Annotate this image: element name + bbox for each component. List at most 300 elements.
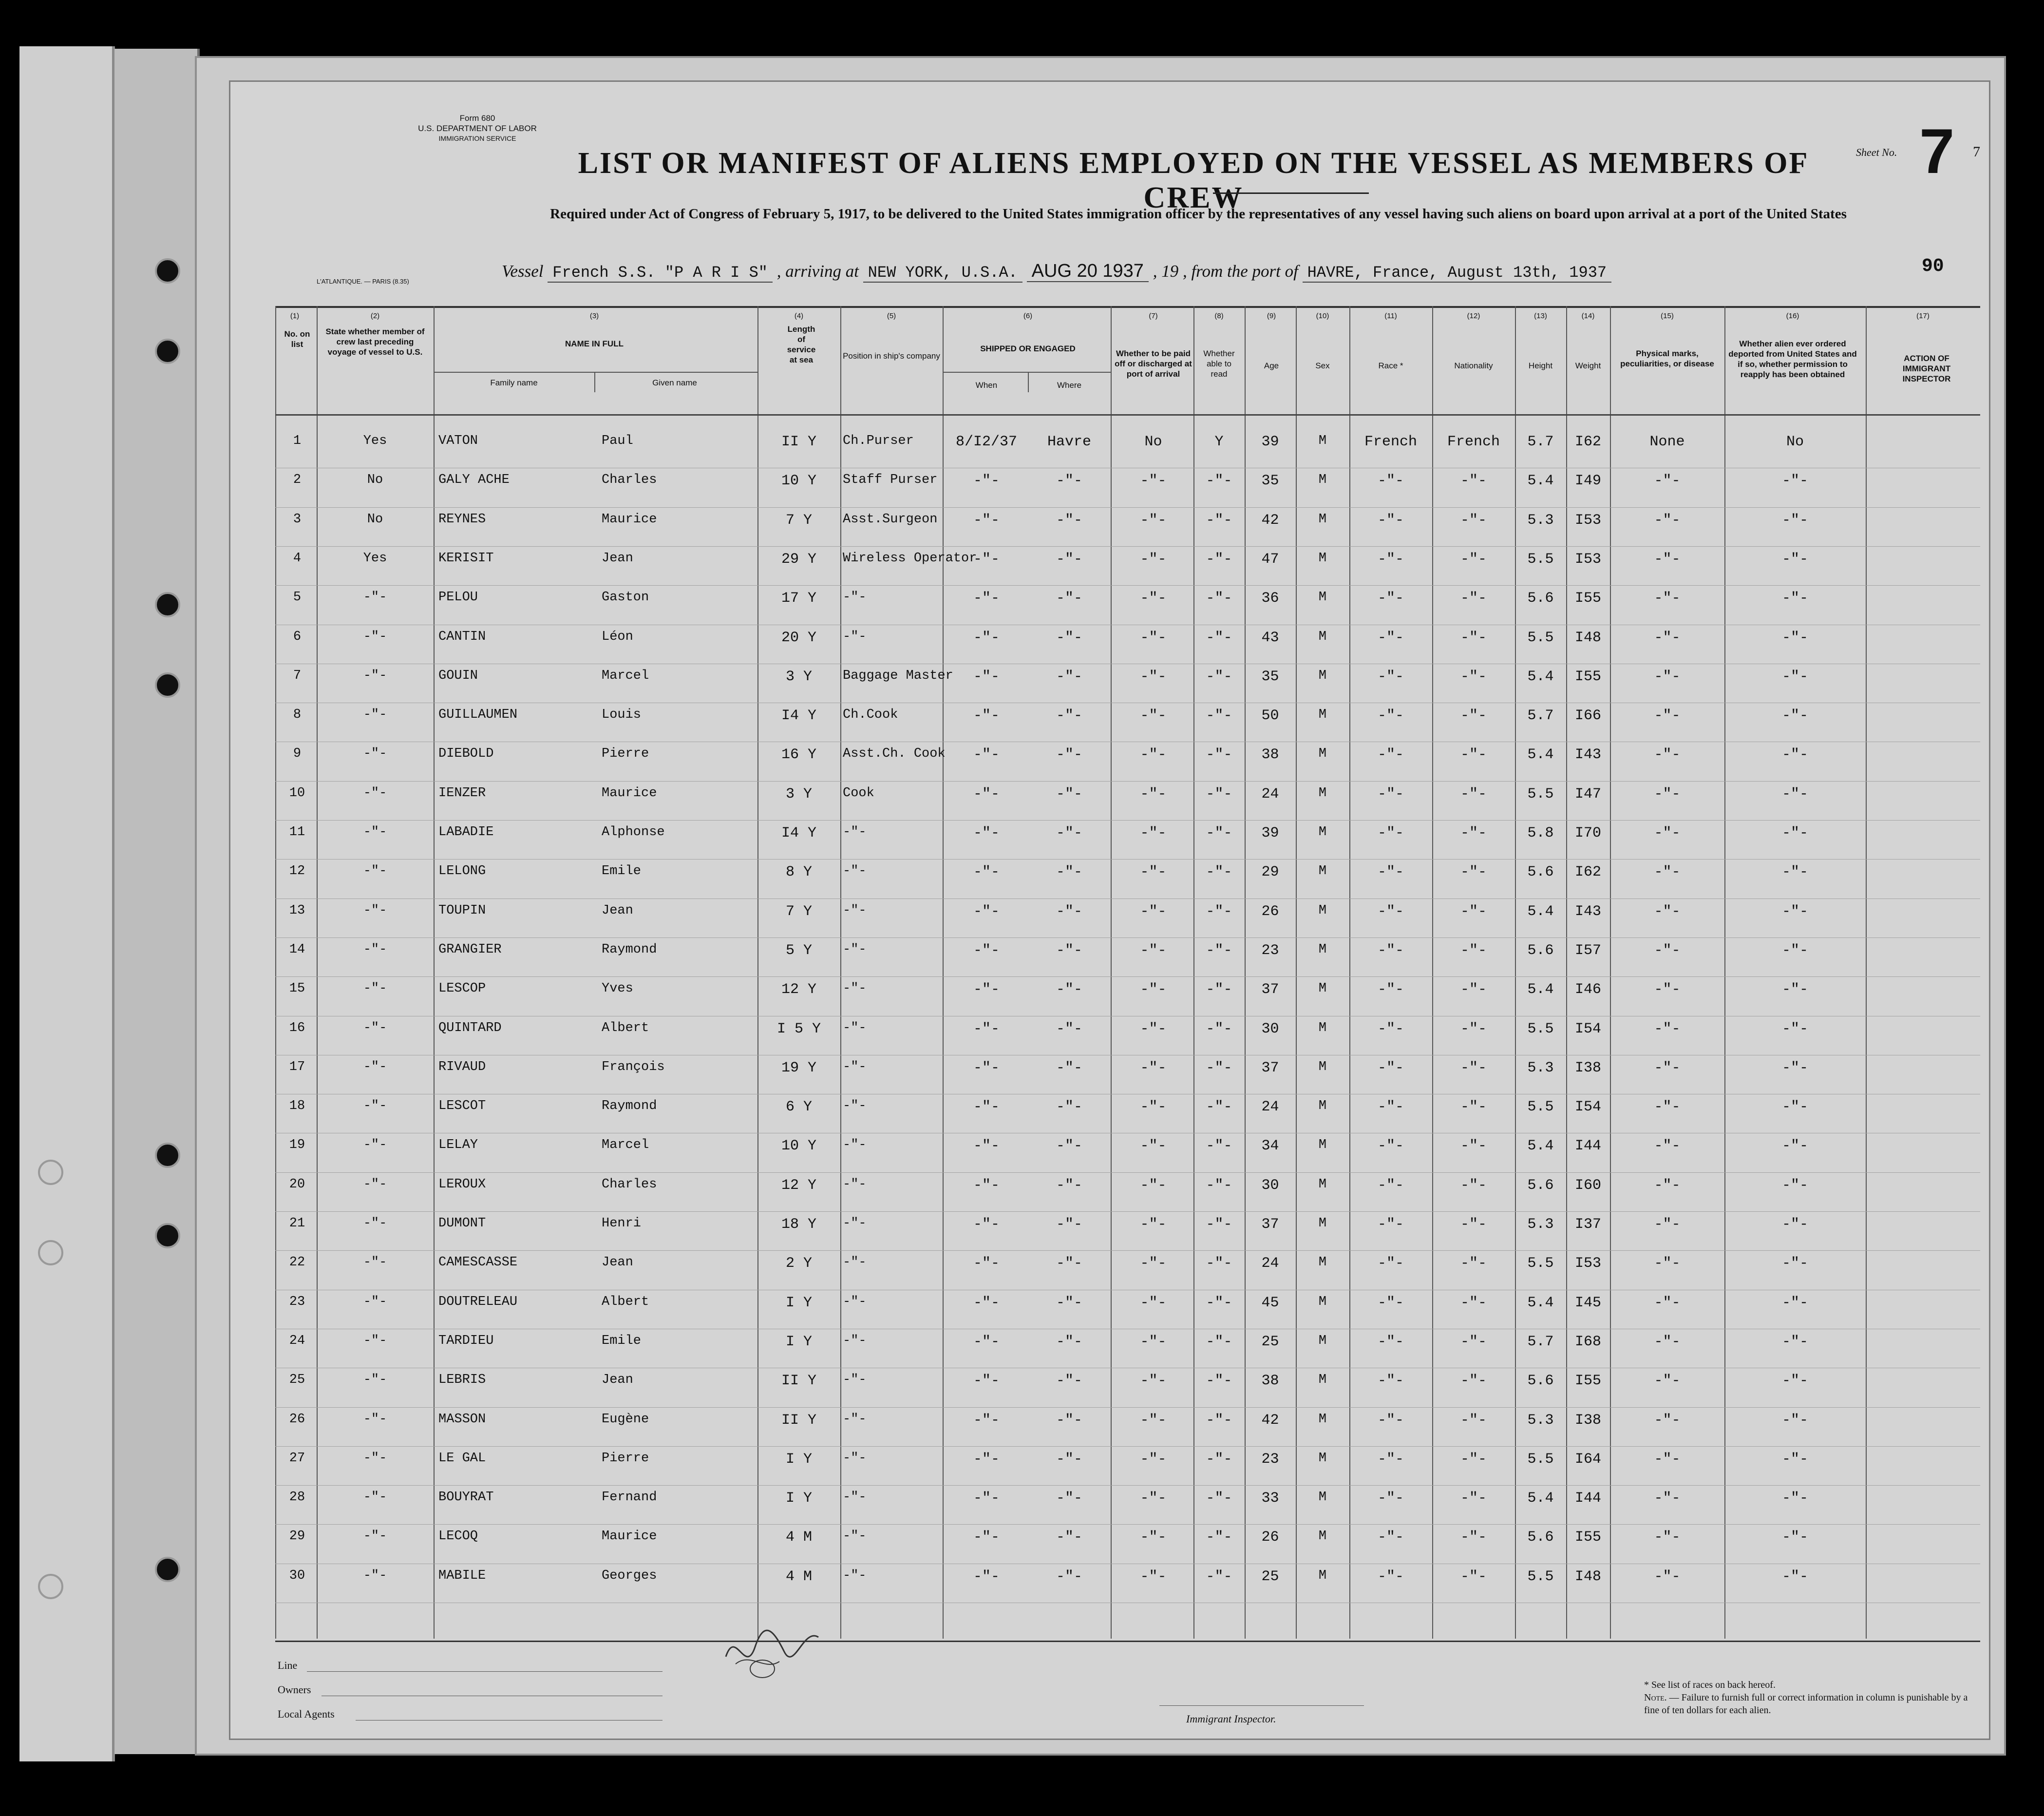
cell-when: -"- (973, 1294, 1000, 1311)
cell-when: -"- (973, 1373, 1000, 1390)
cell-prev: -"- (363, 1333, 387, 1348)
cell-nat: -"- (1460, 1099, 1487, 1116)
printer-mark: L'ATLANTIQUE. — PARIS (8.35) (317, 278, 409, 285)
cell-height: 5.4 (1527, 1294, 1554, 1311)
cell-deported: -"- (1781, 1255, 1808, 1272)
cell-where: -"- (1056, 1099, 1082, 1116)
cell-read: -"- (1206, 1216, 1232, 1233)
cell-weight: I62 (1574, 434, 1601, 450)
cell-prev: -"- (363, 746, 387, 762)
cell-where: -"- (1056, 981, 1082, 998)
corner-number: 90 (1922, 256, 1944, 277)
table-row (0, 1446, 2044, 1485)
cell-family: GOUIN (438, 668, 478, 683)
cell-sex: M (1318, 1216, 1327, 1231)
cell-given: Charles (602, 473, 657, 488)
cell-sex: M (1318, 1529, 1327, 1544)
cell-family: VATON (438, 434, 478, 448)
table-row (0, 1407, 2044, 1446)
form-identifier (390, 113, 565, 144)
cell-age: 39 (1261, 825, 1279, 841)
cell-when: -"- (973, 668, 1000, 685)
table-row (0, 1016, 2044, 1055)
cell-height: 5.6 (1527, 942, 1554, 959)
cell-paid: -"- (1140, 1059, 1167, 1076)
cell-height: 5.5 (1527, 1099, 1554, 1116)
family-name-header: Family name (490, 378, 538, 387)
cell-paid: -"- (1140, 707, 1167, 725)
from-port: HAVRE, France, August 13th, 1937 (1303, 264, 1612, 283)
cell-sex: M (1318, 512, 1327, 527)
cell-prev: Yes (363, 551, 387, 566)
cell-family: LESCOT (438, 1099, 486, 1114)
table-row (0, 1172, 2044, 1211)
cell-age: 24 (1261, 1255, 1279, 1272)
cell-weight: I55 (1574, 590, 1601, 607)
cell-sex: M (1318, 1138, 1327, 1153)
cell-read: -"- (1206, 473, 1232, 490)
cell-nat: -"- (1460, 1412, 1487, 1429)
table-row (0, 898, 2044, 937)
cell-prev: -"- (363, 785, 387, 801)
cell-paid: -"- (1140, 903, 1167, 920)
cell-race: -"- (1377, 473, 1404, 490)
cell-sex: M (1318, 1451, 1327, 1466)
cell-deported: -"- (1781, 942, 1808, 959)
cell-nat: -"- (1460, 1216, 1487, 1233)
cell-paid: -"- (1140, 864, 1167, 881)
row-divider (943, 372, 1111, 373)
cell-height: 5.5 (1527, 551, 1554, 568)
note-label: Note. (1644, 1692, 1667, 1703)
col10-number: (10) (1316, 312, 1329, 320)
cell-where: -"- (1056, 1451, 1082, 1468)
cell-weight: I68 (1574, 1333, 1601, 1350)
cell-height: 5.4 (1527, 473, 1554, 490)
cell-prev: -"- (363, 1373, 387, 1388)
cell-paid: -"- (1140, 746, 1167, 764)
col16-header: Whether alien ever ordered deported from United States and if so, whether permission to reapply has been obtained (1728, 339, 1857, 379)
cell-where: -"- (1056, 707, 1082, 725)
title-underline (1213, 192, 1369, 194)
cell-service: 6 Y (785, 1099, 812, 1116)
cell-marks: -"- (1654, 1373, 1681, 1390)
cell-no: 7 (293, 668, 302, 683)
cell-nat: -"- (1460, 1490, 1487, 1507)
cell-prev: -"- (363, 629, 387, 644)
cell-read: -"- (1206, 942, 1232, 959)
cell-where: -"- (1056, 1373, 1082, 1390)
cell-sex: M (1318, 942, 1327, 957)
cell-when: 8/I2/37 (955, 434, 1018, 450)
cell-no: 6 (293, 629, 302, 644)
cell-weight: I43 (1574, 746, 1601, 764)
cell-paid: -"- (1140, 1138, 1167, 1155)
cell-paid: -"- (1140, 942, 1167, 959)
cell-deported: -"- (1781, 1333, 1808, 1350)
cell-no: 22 (289, 1255, 305, 1270)
cell-marks: -"- (1654, 473, 1681, 490)
cell-nat: -"- (1460, 1333, 1487, 1350)
cell-no: 13 (289, 903, 305, 918)
table-row (0, 742, 2044, 781)
col9-header: Age (1264, 361, 1279, 370)
cell-service: 10 Y (781, 1138, 816, 1155)
cell-race: French (1364, 434, 1418, 450)
cell-when: -"- (973, 512, 1000, 529)
cell-deported: -"- (1781, 1568, 1808, 1585)
cell-service: 16 Y (781, 746, 816, 764)
cell-marks: -"- (1654, 864, 1681, 881)
sheet-number: 7 (1919, 115, 1955, 187)
cell-race: -"- (1377, 1059, 1404, 1076)
cell-age: 35 (1261, 668, 1279, 685)
cell-no: 20 (289, 1177, 305, 1192)
cell-height: 5.4 (1527, 903, 1554, 920)
cell-age: 38 (1261, 1373, 1279, 1390)
date-stamp: AUG 20 1937 (1027, 261, 1149, 282)
cell-height: 5.5 (1527, 1568, 1554, 1585)
cell-no: 9 (293, 746, 302, 762)
cell-weight: I53 (1574, 512, 1601, 529)
cell-age: 39 (1261, 434, 1279, 450)
cell-deported: -"- (1781, 903, 1808, 920)
cell-paid: -"- (1140, 629, 1167, 646)
cell-weight: I44 (1574, 1138, 1601, 1155)
cell-marks: -"- (1654, 1059, 1681, 1076)
cell-height: 5.5 (1527, 1255, 1554, 1272)
line-field[interactable] (307, 1671, 662, 1672)
cell-where: -"- (1056, 1333, 1082, 1350)
cell-given: Emile (602, 1333, 642, 1348)
cell-read: -"- (1206, 1138, 1232, 1155)
cell-deported: -"- (1781, 746, 1808, 764)
cell-position: -"- (843, 825, 867, 840)
cell-family: PELOU (438, 590, 478, 605)
cell-no: 1 (293, 434, 302, 448)
inspector-signature-line[interactable] (1159, 1705, 1364, 1706)
cell-read: -"- (1206, 1294, 1232, 1311)
cell-deported: -"- (1781, 1294, 1808, 1311)
cell-height: 5.7 (1527, 1333, 1554, 1350)
cell-race: -"- (1377, 707, 1404, 725)
cell-weight: I47 (1574, 785, 1601, 803)
cell-race: -"- (1377, 1294, 1404, 1311)
col15-number: (15) (1661, 312, 1674, 320)
cell-prev: Yes (363, 434, 387, 448)
table-row (0, 976, 2044, 1015)
cell-paid: -"- (1140, 1373, 1167, 1390)
cell-marks: -"- (1654, 942, 1681, 959)
cell-position: -"- (843, 1177, 867, 1192)
cell-family: DUMONT (438, 1216, 486, 1231)
cell-race: -"- (1377, 1490, 1404, 1507)
local-agents-label: Local Agents (278, 1708, 335, 1720)
cell-prev: -"- (363, 1059, 387, 1074)
cell-height: 5.7 (1527, 707, 1554, 725)
col1-number: (1) (290, 312, 300, 320)
cell-nat: -"- (1460, 746, 1487, 764)
cell-family: TARDIEU (438, 1333, 494, 1348)
cell-age: 30 (1261, 1177, 1279, 1194)
cell-when: -"- (973, 1529, 1000, 1546)
cell-age: 36 (1261, 590, 1279, 607)
cell-paid: -"- (1140, 1099, 1167, 1116)
cell-where: -"- (1056, 1490, 1082, 1507)
arriving-label: , arriving at (776, 262, 859, 281)
cell-paid: -"- (1140, 668, 1167, 685)
cell-position: Asst.Surgeon (843, 512, 938, 527)
col13-number: (13) (1534, 312, 1547, 320)
cell-when: -"- (973, 825, 1000, 841)
page-title: LIST OR MANIFEST OF ALIENS EMPLOYED ON THE VESSEL AS MEMBERS OF CREW (578, 147, 1809, 214)
cell-nat: -"- (1460, 668, 1487, 685)
cell-height: 5.6 (1527, 1529, 1554, 1546)
cell-family: RIVAUD (438, 1059, 486, 1074)
cell-given: Pierre (602, 1451, 649, 1466)
cell-position: Baggage Master (843, 668, 953, 683)
cell-family: CANTIN (438, 629, 486, 644)
cell-when: -"- (973, 1099, 1000, 1116)
cell-no: 11 (289, 825, 305, 840)
cell-marks: -"- (1654, 1529, 1681, 1546)
cell-nat: -"- (1460, 1529, 1487, 1546)
cell-sex: M (1318, 746, 1327, 762)
cell-paid: -"- (1140, 1490, 1167, 1507)
cell-race: -"- (1377, 1333, 1404, 1350)
cell-age: 37 (1261, 1216, 1279, 1233)
cell-no: 24 (289, 1333, 305, 1348)
cell-given: Jean (602, 1373, 633, 1388)
cell-sex: M (1318, 1373, 1327, 1388)
cell-position: -"- (843, 1529, 867, 1544)
cell-paid: -"- (1140, 981, 1167, 998)
cell-sex: M (1318, 434, 1327, 448)
col5-header: Position in ship's company (843, 351, 940, 361)
cell-no: 2 (293, 473, 302, 488)
cell-marks: -"- (1654, 746, 1681, 764)
cell-no: 17 (289, 1059, 305, 1074)
cell-service: II Y (781, 1412, 816, 1429)
cell-family: LELAY (438, 1138, 478, 1153)
cell-family: LECOQ (438, 1529, 478, 1544)
table-row (0, 468, 2044, 507)
cell-service: 7 Y (785, 903, 812, 920)
cell-deported: -"- (1781, 1020, 1808, 1037)
cell-prev: -"- (363, 1529, 387, 1544)
cell-marks: -"- (1654, 981, 1681, 998)
cell-prev: No (367, 473, 383, 488)
cell-where: -"- (1056, 473, 1082, 490)
cell-age: 26 (1261, 1529, 1279, 1546)
cell-prev: -"- (363, 1138, 387, 1153)
col8-header: Whether able to read (1203, 349, 1235, 379)
cell-given: Eugène (602, 1412, 649, 1427)
inspector-label: Immigrant Inspector. (1186, 1713, 1276, 1725)
cell-service: 3 Y (785, 785, 812, 803)
table-row (0, 703, 2044, 742)
cell-sex: M (1318, 1099, 1327, 1114)
cell-where: -"- (1056, 1020, 1082, 1037)
cell-given: Maurice (602, 512, 657, 527)
cell-height: 5.5 (1527, 629, 1554, 646)
cell-race: -"- (1377, 864, 1404, 881)
owners-label: Owners (278, 1683, 311, 1696)
cell-paid: -"- (1140, 1216, 1167, 1233)
cell-marks: -"- (1654, 1177, 1681, 1194)
cell-position: Cook (843, 785, 874, 801)
cell-given: Albert (602, 1294, 649, 1309)
where-header: Where (1057, 381, 1082, 390)
cell-marks: -"- (1654, 590, 1681, 607)
cell-service: 12 Y (781, 1177, 816, 1194)
cell-height: 5.6 (1527, 1373, 1554, 1390)
cell-marks: -"- (1654, 512, 1681, 529)
cell-nat: -"- (1460, 1255, 1487, 1272)
col17-number: (17) (1916, 312, 1930, 320)
cell-race: -"- (1377, 746, 1404, 764)
cell-prev: -"- (363, 1255, 387, 1270)
cell-position: -"- (843, 1099, 867, 1114)
cell-marks: -"- (1654, 1412, 1681, 1429)
cell-family: LELONG (438, 864, 486, 879)
cell-race: -"- (1377, 629, 1404, 646)
cell-race: -"- (1377, 1373, 1404, 1390)
cell-age: 35 (1261, 473, 1279, 490)
cell-nat: -"- (1460, 551, 1487, 568)
cell-read: -"- (1206, 1059, 1232, 1076)
cell-paid: -"- (1140, 1412, 1167, 1429)
table-row (0, 1250, 2044, 1289)
cell-family: BOUYRAT (438, 1490, 494, 1505)
cell-race: -"- (1377, 981, 1404, 998)
cell-given: Jean (602, 903, 633, 918)
cell-paid: -"- (1140, 1294, 1167, 1311)
cell-service: 7 Y (785, 512, 812, 529)
cell-read: -"- (1206, 1099, 1232, 1116)
cell-age: 50 (1261, 707, 1279, 725)
cell-given: Louis (602, 707, 642, 723)
cell-nat: French (1447, 434, 1500, 450)
table-row (0, 1564, 2044, 1603)
cell-marks: -"- (1654, 1216, 1681, 1233)
col2-number: (2) (370, 312, 380, 320)
cell-service: 18 Y (781, 1216, 816, 1233)
cell-paid: -"- (1140, 590, 1167, 607)
col1-header: No. on list (284, 329, 310, 349)
table-row (0, 1133, 2044, 1172)
binder-hole (155, 339, 180, 364)
cell-height: 5.4 (1527, 1138, 1554, 1155)
cell-marks: -"- (1654, 1333, 1681, 1350)
cell-when: -"- (973, 1059, 1000, 1076)
cell-when: -"- (973, 707, 1000, 725)
cell-service: 29 Y (781, 551, 816, 568)
cell-weight: I60 (1574, 1177, 1601, 1194)
cell-prev: -"- (363, 903, 387, 918)
cell-family: IENZER (438, 785, 486, 801)
cell-prev: -"- (363, 942, 387, 957)
cell-service: I Y (785, 1294, 812, 1311)
cell-where: -"- (1056, 590, 1082, 607)
cell-position: Ch.Purser (843, 434, 914, 448)
cell-weight: I54 (1574, 1099, 1601, 1116)
cell-weight: I38 (1574, 1412, 1601, 1429)
cell-height: 5.6 (1527, 864, 1554, 881)
cell-marks: -"- (1654, 1490, 1681, 1507)
cell-no: 23 (289, 1294, 305, 1309)
table-row (0, 507, 2044, 546)
cell-age: 23 (1261, 942, 1279, 959)
cell-service: I Y (785, 1490, 812, 1507)
cell-sex: M (1318, 1568, 1327, 1583)
binder-hole (155, 258, 180, 284)
cell-position: -"- (843, 1490, 867, 1505)
col2-header: State whether member of crew last preceding voyage of vessel to U.S. (325, 327, 425, 357)
when-header: When (975, 381, 998, 390)
col9-number: (9) (1267, 312, 1276, 320)
cell-read: -"- (1206, 981, 1232, 998)
cell-read: -"- (1206, 551, 1232, 568)
cell-prev: -"- (363, 1412, 387, 1427)
cell-given: Gaston (602, 590, 649, 605)
cell-read: -"- (1206, 512, 1232, 529)
cell-height: 5.4 (1527, 1490, 1554, 1507)
table-row (0, 937, 2044, 976)
line-label: Line (278, 1659, 298, 1671)
col7-number: (7) (1149, 312, 1158, 320)
cell-age: 45 (1261, 1294, 1279, 1311)
cell-when: -"- (973, 1333, 1000, 1350)
cell-when: -"- (973, 1451, 1000, 1468)
cell-read: -"- (1206, 668, 1232, 685)
cell-marks: -"- (1654, 707, 1681, 725)
cell-where: -"- (1056, 551, 1082, 568)
cell-sex: M (1318, 1412, 1327, 1427)
cell-paid: -"- (1140, 512, 1167, 529)
table-row (0, 820, 2044, 859)
cell-height: 5.8 (1527, 825, 1554, 841)
cell-when: -"- (973, 473, 1000, 490)
cell-age: 33 (1261, 1490, 1279, 1507)
cell-when: -"- (973, 1216, 1000, 1233)
cell-where: -"- (1056, 785, 1082, 803)
sheet-label: Sheet No. (1856, 146, 1897, 158)
cell-age: 38 (1261, 746, 1279, 764)
cell-given: Raymond (602, 942, 657, 957)
cell-position: -"- (843, 981, 867, 996)
cell-weight: I43 (1574, 903, 1601, 920)
cell-service: I Y (785, 1451, 812, 1468)
table-row (0, 781, 2044, 820)
cell-age: 43 (1261, 629, 1279, 646)
cell-where: -"- (1056, 825, 1082, 841)
cell-no: 18 (289, 1099, 305, 1114)
cell-prev: -"- (363, 1294, 387, 1309)
table-row (0, 625, 2044, 664)
cell-deported: -"- (1781, 785, 1808, 803)
cell-given: Marcel (602, 668, 649, 683)
cell-given: Georges (602, 1568, 657, 1583)
cell-height: 5.4 (1527, 981, 1554, 998)
footnote (1644, 1679, 1985, 1717)
cell-read: -"- (1206, 1255, 1232, 1272)
cell-age: 47 (1261, 551, 1279, 568)
cell-height: 5.3 (1527, 1216, 1554, 1233)
cell-family: GRANGIER (438, 942, 502, 957)
cell-where: -"- (1056, 1568, 1082, 1585)
cell-position: -"- (843, 1255, 867, 1270)
